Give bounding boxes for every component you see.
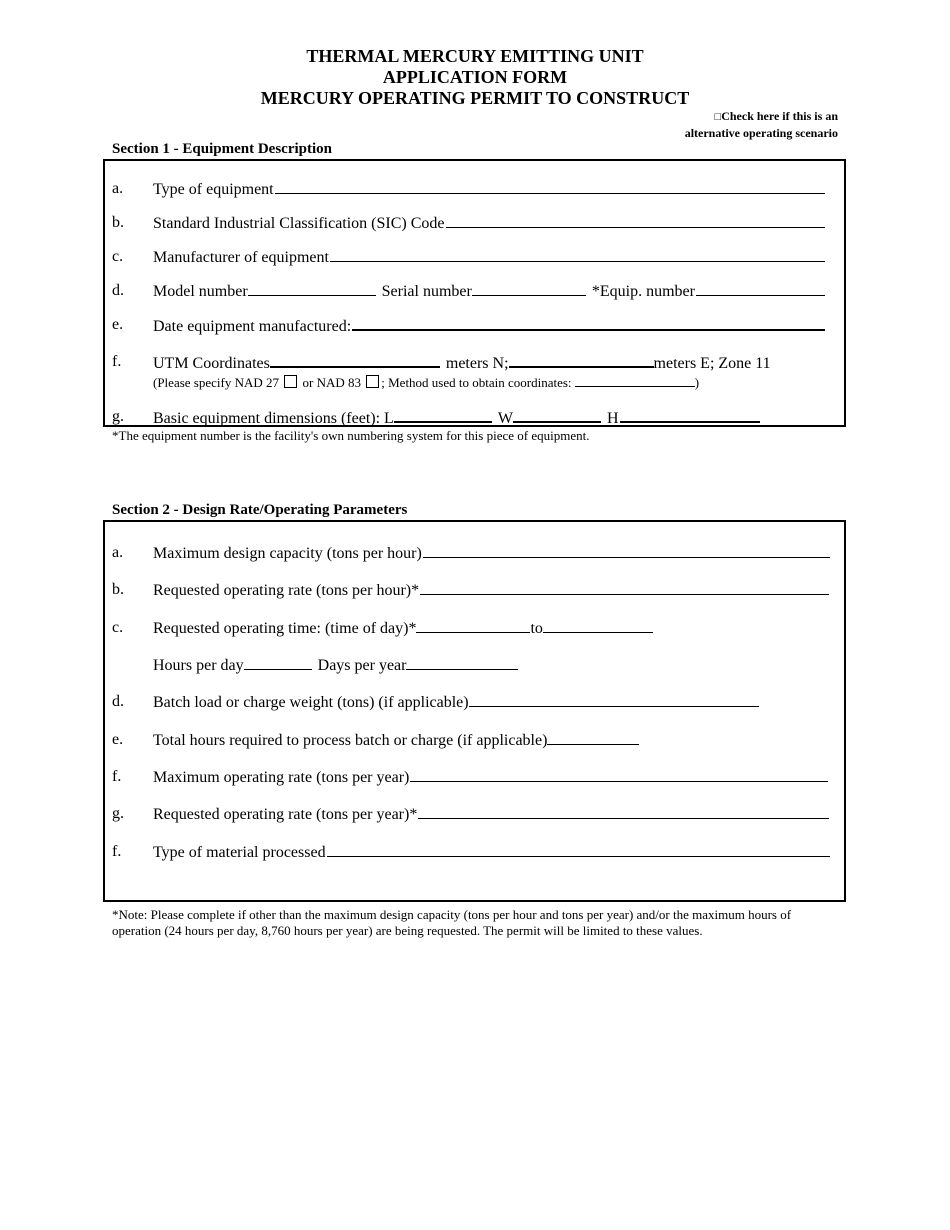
row-letter: f. [112,843,122,860]
row-letter: b. [112,214,124,231]
model-number-label: Model number [153,283,248,300]
model-number-field[interactable] [248,280,376,296]
section2-row-g [112,803,829,825]
meters-n-label: meters N; [445,355,509,372]
section2-row-f2 [112,841,830,863]
serial-number-field[interactable] [472,280,586,296]
section1-row-d [112,280,825,302]
manufacturer-field[interactable] [330,246,825,262]
section1-row-b [112,212,825,234]
section2-row-d [112,691,825,713]
row-letter: g. [112,805,124,822]
width-label: W [497,410,513,427]
sic-code-label: Standard Industrial Classification (SIC) Code [153,215,445,232]
material-processed-field[interactable] [327,841,830,857]
section1-footnote: *The equipment number is the facility's own numbering system for this piece of equipment. [112,428,590,443]
section1-row-a [112,178,825,200]
row-letter: f. [112,353,122,370]
row-letter: c. [112,619,124,636]
nad27-label: (Please specify NAD 27 [153,375,279,390]
method-label: ; Method used to obtain coordinates: [381,375,572,390]
max-rate-year-field[interactable] [410,766,828,782]
material-processed-label: Type of material processed [153,844,326,861]
row-letter: c. [112,248,124,265]
serial-number-label: Serial number [381,283,472,300]
operating-time-label: Requested operating time: (time of day)* [153,620,417,637]
length-field[interactable] [394,406,492,423]
height-field[interactable] [620,406,761,423]
requested-rate-hour-field[interactable] [420,579,829,595]
section2-row-a [112,542,830,564]
utm-coordinates-label: UTM Coordinates [153,355,270,372]
row-letter: e. [112,316,124,333]
batch-hours-field[interactable] [547,729,639,745]
hours-per-day-label: Hours per day [153,657,244,674]
utm-east-field[interactable] [509,351,654,368]
row-letter: a. [112,180,124,197]
batch-hours-label: Total hours required to process batch or charge (if applicable) [153,732,548,749]
days-per-year-field[interactable] [406,654,518,670]
section2-note-line2: operation (24 hours per day, 8,760 hours per year) are being requested. The permit will be limited to these values. [112,923,703,938]
alternative-scenario-checkbox[interactable] [685,108,838,141]
row-letter: e. [112,731,124,748]
max-design-capacity-field[interactable] [423,542,830,558]
row-letter: d. [112,282,124,299]
section2-heading: Section 2 - Design Rate/Operating Parameters [112,502,408,518]
width-field[interactable] [513,406,601,423]
type-of-equipment-field[interactable] [275,178,825,194]
nad27-checkbox[interactable] [284,375,297,388]
hours-per-day-field[interactable] [244,654,312,670]
section1-row-e [112,314,825,336]
type-of-equipment-label: Type of equipment [153,181,274,198]
requested-rate-year-field[interactable] [418,803,829,819]
section1-heading: Section 1 - Equipment Description [112,141,333,157]
sic-code-field[interactable] [446,212,825,228]
batch-load-field[interactable] [469,691,759,707]
checkbox-icon[interactable]: □ [714,111,722,123]
utm-north-field[interactable] [270,351,440,368]
form-title-line1: THERMAL MERCURY EMITTING UNIT [306,46,644,66]
alt-scenario-label-1: Check here if this is an [721,109,838,123]
height-label: H [606,410,619,427]
alt-scenario-label-2: alternative operating scenario [684,126,838,140]
form-title-line3: MERCURY OPERATING PERMIT TO CONSTRUCT [260,88,690,108]
section2-row-e [112,729,825,751]
max-rate-year-label: Maximum operating rate (tons per year) [153,769,410,786]
row-letter: b. [112,581,124,598]
row-letter: f. [112,768,122,785]
method-field[interactable] [575,376,695,387]
section1-row-c [112,246,825,268]
dimensions-label: Basic equipment dimensions (feet): L [153,410,394,427]
section1-row-g [112,406,760,428]
section2-row-f [112,766,828,788]
row-letter: a. [112,544,124,561]
nad83-checkbox[interactable] [366,375,379,388]
meters-e-zone-label: meters E; Zone 11 [653,355,771,372]
max-design-capacity-label: Maximum design capacity (tons per hour) [153,545,422,562]
method-close-paren: ) [694,375,700,390]
to-label: to [530,620,543,637]
operating-time-to-field[interactable] [543,617,653,633]
batch-load-label: Batch load or charge weight (tons) (if applicable) [153,694,469,711]
requested-rate-year-label: Requested operating rate (tons per year)* [153,806,418,823]
section1-row-f [112,351,850,373]
date-manufactured-field[interactable] [352,314,825,331]
manufacturer-label: Manufacturer of equipment [153,249,329,266]
date-manufactured-label: Date equipment manufactured: [153,318,352,335]
equip-number-field[interactable] [696,280,825,296]
section2-row-b [112,579,829,601]
section2-row-c2 [112,654,825,676]
operating-time-from-field[interactable] [416,617,530,633]
nad83-label: or NAD 83 [302,375,361,390]
equip-number-label: *Equip. number [591,283,695,300]
section2-row-c [112,617,825,639]
section2-note-line1: *Note: Please complete if other than the maximum design capacity (tons per hour and tons per year) and/or the maximum hours of [112,907,792,922]
form-title-line2: APPLICATION FORM [382,67,568,87]
row-letter: g. [112,408,124,425]
row-letter: d. [112,693,124,710]
requested-rate-hour-label: Requested operating rate (tons per hour)* [153,582,420,599]
nad-specification-line [153,375,699,391]
days-per-year-label: Days per year [317,657,407,674]
